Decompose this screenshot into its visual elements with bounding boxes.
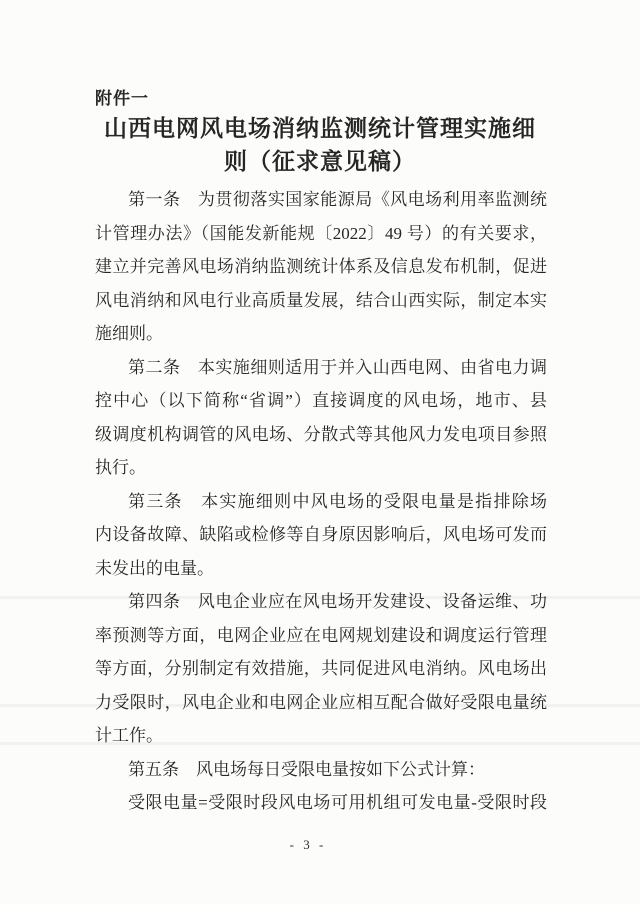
paragraph: [95, 585, 547, 753]
body-line: 内设备故障、缺陷或检修等自身原因影响后，风电场可发而: [95, 525, 547, 544]
body-line: 第四条 风电企业应在风电场开发建设、设备运维、功: [128, 592, 547, 611]
document-body: [95, 183, 547, 820]
body-line: 计工作。: [95, 726, 163, 745]
body-line: 控中心（以下简称“省调”）直接调度的风电场，地市、县: [95, 391, 547, 410]
body-line: 率预测等方面，电网企业应在电网规划建设和调度运行管理: [95, 625, 547, 645]
body-line: 计管理办法》（国能发新能规〔2022〕49 号）的有关要求，: [95, 223, 547, 243]
body-line: 执行。: [95, 458, 146, 477]
doc-title: [62, 112, 578, 178]
paragraph: [95, 485, 547, 586]
attachment-label: 附件一: [95, 89, 149, 108]
paragraph: [95, 753, 547, 820]
body-line: 建立并完善风电场消纳监测统计体系及信息发布机制，促进: [95, 257, 547, 276]
body-line: 第三条 本实施细则中风电场的受限电量是指排除场: [128, 491, 547, 511]
paragraph: [95, 351, 547, 485]
body-line: 第五条 风电场每日受限电量按如下公式计算：: [128, 759, 485, 779]
doc-title-line-1: 山西电网风电场消纳监测统计管理实施细: [104, 116, 536, 141]
body-line: 第一条 为贯彻落实国家能源局《风电场利用率监测统: [128, 190, 547, 209]
page-number: - 3 -: [289, 837, 327, 852]
body-line: 施细则。: [95, 324, 163, 343]
formula-line: 受限电量=受限时段风电场可用机组可发电量-受限时段: [128, 793, 547, 812]
body-line: 等方面，分别制定有效措施，共同促进风电消纳。风电场出: [95, 659, 547, 678]
body-line: 未发出的电量。: [95, 558, 214, 578]
body-line: 第二条 本实施细则适用于并入山西电网、由省电力调: [128, 357, 547, 377]
doc-title-line-2: 则（征求意见稿）: [224, 149, 416, 174]
paragraph: [95, 183, 547, 351]
body-line: 级调度机构调管的风电场、分散式等其他风力发电项目参照: [95, 424, 547, 444]
body-line: 力受限时，风电企业和电网企业应相互配合做好受限电量统: [95, 692, 547, 712]
body-line: 风电消纳和风电行业高质量发展，结合山西实际，制定本实: [95, 290, 547, 310]
